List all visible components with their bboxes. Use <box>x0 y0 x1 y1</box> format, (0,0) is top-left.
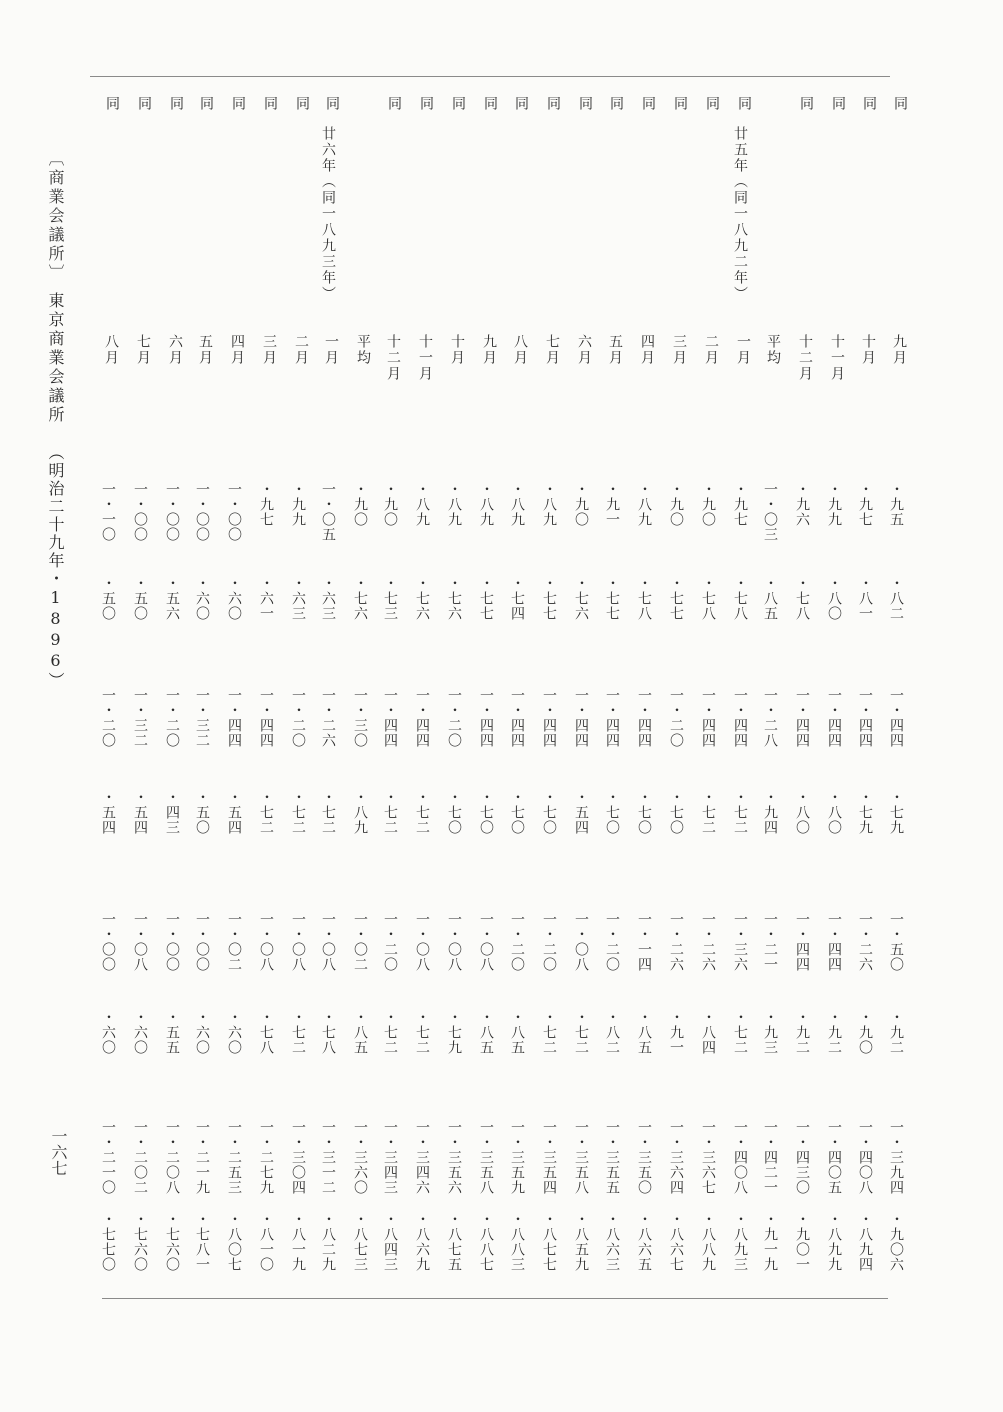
table-cell: 一・二八 <box>762 688 778 748</box>
era-label: 同 <box>545 96 561 110</box>
era-label: 同 <box>450 96 466 110</box>
era-label: 同 <box>892 96 908 110</box>
table-cell: 一・二六 <box>320 688 336 748</box>
table-column <box>505 0 531 1412</box>
month-label: 平均 <box>765 334 781 366</box>
table-cell: ・七四 <box>509 576 525 621</box>
table-cell: 一・〇八 <box>290 912 306 972</box>
era-label: 同 <box>230 96 246 110</box>
table-cell: ・五四 <box>100 790 116 835</box>
table-cell: 一・四四 <box>414 688 430 748</box>
month-label: 十二月 <box>797 334 813 382</box>
table-cell: ・八九 <box>352 790 368 835</box>
table-cell: ・七〇 <box>541 790 557 835</box>
month-label: 九月 <box>481 334 497 366</box>
table-cell: 一・二〇 <box>509 912 525 972</box>
table-cell: 一・三四三 <box>382 1120 398 1195</box>
table-cell: ・九一九 <box>762 1212 778 1272</box>
table-cell: ・五四 <box>573 790 589 835</box>
table-cell: 一・〇二 <box>226 912 242 972</box>
table-cell: ・八五 <box>636 1010 652 1055</box>
era-label: 同 <box>418 96 434 110</box>
table-cell: ・八一 <box>857 576 873 621</box>
table-cell: ・八五 <box>352 1010 368 1055</box>
table-cell: 一・二六 <box>857 912 873 972</box>
table-cell: ・九七 <box>732 482 748 527</box>
era-label: 同 <box>672 96 688 110</box>
table-cell: 一・〇八 <box>573 912 589 972</box>
table-cell: 一・三〇四 <box>290 1120 306 1195</box>
table-column <box>853 0 879 1412</box>
month-label: 二月 <box>703 334 719 366</box>
month-label: 六月 <box>167 334 183 366</box>
header-category: 〔商業会議所〕 <box>46 150 65 283</box>
month-label: 三月 <box>261 334 277 366</box>
table-cell: 一・一四 <box>636 912 652 972</box>
table-cell: ・七〇 <box>446 790 462 835</box>
table-column <box>410 0 436 1412</box>
table-cell: ・六三 <box>290 576 306 621</box>
era-label: 同 <box>704 96 720 110</box>
table-cell: ・七八 <box>732 576 748 621</box>
table-cell: 一・〇八 <box>414 912 430 972</box>
table-cell: 一・三六〇 <box>352 1120 368 1195</box>
table-cell: ・七二 <box>573 1010 589 1055</box>
table-cell: ・八七三 <box>352 1212 368 1272</box>
table-cell: 一・三九四 <box>888 1120 904 1195</box>
era-label: 同 <box>262 96 278 110</box>
table-cell: 一・二六 <box>668 912 684 972</box>
table-cell: 一・〇〇 <box>194 912 210 972</box>
table-cell: ・八二九 <box>320 1212 336 1272</box>
table-cell: ・九一 <box>604 482 620 527</box>
table-cell: ・七八 <box>320 1010 336 1055</box>
table-cell: 一・〇三 <box>762 482 778 542</box>
era-label: 同 <box>798 96 814 110</box>
table-cell: ・九七 <box>258 482 274 527</box>
month-label: 五月 <box>197 334 213 366</box>
table-cell: 一・三五九 <box>509 1120 525 1195</box>
table-cell: ・八七五 <box>446 1212 462 1272</box>
table-column <box>758 0 784 1412</box>
table-cell: ・八九九 <box>826 1212 842 1272</box>
table-cell: ・七八一 <box>194 1212 210 1272</box>
table-cell: ・八一九 <box>290 1212 306 1272</box>
table-cell: 一・四四 <box>226 688 242 748</box>
table-cell: ・八九 <box>414 482 430 527</box>
table-cell: 一・三五六 <box>446 1120 462 1195</box>
table-cell: 一・四四 <box>636 688 652 748</box>
table-column <box>600 0 626 1412</box>
table-cell: 一・〇八 <box>258 912 274 972</box>
table-column <box>790 0 816 1412</box>
table-cell: 一・三五八 <box>573 1120 589 1195</box>
era-label: 同 <box>482 96 498 110</box>
table-cell: 一・四二一 <box>762 1120 778 1195</box>
table-cell: 一・二七九 <box>258 1120 274 1195</box>
table-cell: 一・三四六 <box>414 1120 430 1195</box>
table-cell: ・七七〇 <box>100 1212 116 1272</box>
table-column <box>348 0 374 1412</box>
era-label: 同 <box>513 96 529 110</box>
table-cell: ・五六 <box>164 576 180 621</box>
table-cell: ・九二 <box>888 1010 904 1055</box>
era-label: 同 <box>736 96 752 110</box>
table-cell: ・八六九 <box>414 1212 430 1272</box>
table-cell: 一・三五四 <box>541 1120 557 1195</box>
table-cell: 一・四四 <box>826 912 842 972</box>
table-cell: 一・四四 <box>700 688 716 748</box>
table-cell: ・七九 <box>888 790 904 835</box>
header-title: 東京商業会議所 <box>46 292 65 425</box>
table-cell: 一・〇〇 <box>164 482 180 542</box>
table-cell: ・七二 <box>732 790 748 835</box>
table-cell: ・九〇 <box>857 1010 873 1055</box>
table-cell: ・八九 <box>509 482 525 527</box>
year-label: 廿五年（同一八九二年） <box>732 126 748 302</box>
table-cell: ・五〇 <box>194 790 210 835</box>
table-column <box>128 0 154 1412</box>
month-label: 十月 <box>449 334 465 366</box>
table-cell: ・九二 <box>826 1010 842 1055</box>
table-cell: ・七七 <box>478 576 494 621</box>
document-header <box>44 150 67 283</box>
table-cell: 一・四四 <box>888 688 904 748</box>
table-cell: ・五〇 <box>132 576 148 621</box>
table-cell: ・八〇七 <box>226 1212 242 1272</box>
table-cell: 一・三五〇 <box>636 1120 652 1195</box>
table-cell: 一・四〇八 <box>857 1120 873 1195</box>
month-label: 十一月 <box>417 334 433 382</box>
table-cell: ・五〇 <box>100 576 116 621</box>
table-cell: ・八九四 <box>857 1212 873 1272</box>
table-cell: ・九九 <box>826 482 842 527</box>
table-cell: 一・二〇 <box>100 688 116 748</box>
table-cell: ・七六 <box>352 576 368 621</box>
table-cell: 一・四四 <box>732 688 748 748</box>
table-column <box>569 0 595 1412</box>
table-column <box>286 0 312 1412</box>
table-cell: ・七八 <box>258 1010 274 1055</box>
table-cell: ・七三 <box>382 576 398 621</box>
table-cell: ・七二 <box>320 790 336 835</box>
table-cell: 一・二〇八 <box>164 1120 180 1195</box>
table-cell: ・七九 <box>446 1010 462 1055</box>
table-cell: 一・二一〇 <box>100 1120 116 1195</box>
table-column <box>254 0 280 1412</box>
table-cell: 一・二〇 <box>604 912 620 972</box>
table-column <box>696 0 722 1412</box>
table-cell: ・八〇 <box>826 790 842 835</box>
month-label: 二月 <box>293 334 309 366</box>
table-column <box>728 0 754 1412</box>
table-column <box>632 0 658 1412</box>
table-cell: 一・〇八 <box>132 912 148 972</box>
month-label: 八月 <box>512 334 528 366</box>
table-cell: ・九〇 <box>382 482 398 527</box>
table-cell: ・九二 <box>794 1010 810 1055</box>
table-cell: 一・〇二 <box>352 912 368 972</box>
table-cell: ・七二 <box>290 790 306 835</box>
table-cell: ・八〇 <box>826 576 842 621</box>
table-cell: 一・四〇八 <box>732 1120 748 1195</box>
table-cell: 一・四四 <box>794 688 810 748</box>
era-label: 同 <box>640 96 656 110</box>
table-cell: ・八四三 <box>382 1212 398 1272</box>
table-cell: ・九九 <box>290 482 306 527</box>
table-cell: ・七二 <box>290 1010 306 1055</box>
table-cell: ・八二 <box>888 576 904 621</box>
table-cell: ・六三 <box>320 576 336 621</box>
table-cell: ・八九 <box>478 482 494 527</box>
table-cell: ・七六 <box>573 576 589 621</box>
table-cell: ・七二 <box>382 790 398 835</box>
table-cell: 一・〇〇 <box>164 912 180 972</box>
table-cell: 一・二六 <box>700 912 716 972</box>
table-cell: ・九〇六 <box>888 1212 904 1272</box>
table-cell: 一・四四 <box>258 688 274 748</box>
table-cell: ・八五 <box>478 1010 494 1055</box>
table-cell: ・七二 <box>414 790 430 835</box>
table-cell: ・六〇 <box>194 576 210 621</box>
table-cell: 一・〇〇 <box>100 912 116 972</box>
table-cell: ・八九 <box>541 482 557 527</box>
table-cell: ・八二 <box>604 1010 620 1055</box>
header-source: （明治二十九年・1896） <box>46 444 65 690</box>
table-cell: ・九〇 <box>573 482 589 527</box>
table-cell: ・七二 <box>541 1010 557 1055</box>
era-label: 同 <box>198 96 214 110</box>
table-cell: 一・四四 <box>794 912 810 972</box>
month-label: 五月 <box>607 334 623 366</box>
month-label: 一月 <box>735 334 751 366</box>
table-cell: 一・〇〇 <box>132 482 148 542</box>
era-label: 同 <box>608 96 624 110</box>
month-label: 十二月 <box>385 334 401 382</box>
table-cell: ・七〇 <box>478 790 494 835</box>
table-cell: ・八九 <box>636 482 652 527</box>
table-cell: 一・三二 <box>132 688 148 748</box>
table-cell: ・八六七 <box>668 1212 684 1272</box>
table-cell: ・八五 <box>509 1010 525 1055</box>
month-label: 十一月 <box>829 334 845 382</box>
table-cell: ・七〇 <box>668 790 684 835</box>
table-cell: 一・三二 <box>194 688 210 748</box>
table-cell: ・九五 <box>888 482 904 527</box>
table-cell: 一・二〇 <box>446 688 462 748</box>
era-label: 同 <box>324 96 340 110</box>
era-label: 同 <box>861 96 877 110</box>
table-cell: ・七二 <box>700 790 716 835</box>
table-cell: ・七〇 <box>636 790 652 835</box>
table-cell: 一・四三〇 <box>794 1120 810 1195</box>
year-label: 廿六年（同一八九三年） <box>320 126 336 302</box>
table-cell: 一・四四 <box>826 688 842 748</box>
era-label: 同 <box>577 96 593 110</box>
table-column <box>160 0 186 1412</box>
table-cell: ・六〇 <box>100 1010 116 1055</box>
era-label: 同 <box>136 96 152 110</box>
era-label: 同 <box>168 96 184 110</box>
table-cell: ・九一 <box>668 1010 684 1055</box>
table-column <box>537 0 563 1412</box>
table-cell: ・七九 <box>857 790 873 835</box>
table-cell: 一・二五三 <box>226 1120 242 1195</box>
month-label: 六月 <box>576 334 592 366</box>
table-cell: 一・〇八 <box>478 912 494 972</box>
table-cell: 一・四四 <box>478 688 494 748</box>
table-cell: ・八九 <box>446 482 462 527</box>
table-column <box>442 0 468 1412</box>
table-column <box>316 0 342 1412</box>
table-cell: 一・〇〇 <box>226 482 242 542</box>
table-cell: 一・〇〇 <box>194 482 210 542</box>
table-cell: 一・二一九 <box>194 1120 210 1195</box>
table-cell: 一・三六四 <box>668 1120 684 1195</box>
table-cell: 一・四〇五 <box>826 1120 842 1195</box>
table-cell: ・七二 <box>732 1010 748 1055</box>
table-cell: ・七六 <box>446 576 462 621</box>
table-cell: 一・二〇 <box>668 688 684 748</box>
table-cell: 一・五〇 <box>888 912 904 972</box>
page-number: 一六七 <box>49 1128 68 1176</box>
table-cell: 一・一〇 <box>100 482 116 542</box>
table-cell: ・九三 <box>762 1010 778 1055</box>
table-cell: ・五四 <box>226 790 242 835</box>
month-label: 七月 <box>135 334 151 366</box>
table-column <box>822 0 848 1412</box>
table-cell: ・七七 <box>668 576 684 621</box>
table-cell: ・七八 <box>636 576 652 621</box>
table-cell: 一・四四 <box>604 688 620 748</box>
table-column <box>96 0 122 1412</box>
era-label: 同 <box>386 96 402 110</box>
table-cell: ・四三 <box>164 790 180 835</box>
table-cell: ・八八三 <box>509 1212 525 1272</box>
table-cell: ・七八 <box>700 576 716 621</box>
table-cell: ・七〇 <box>604 790 620 835</box>
table-cell: ・七七 <box>604 576 620 621</box>
table-cell: 一・三五八 <box>478 1120 494 1195</box>
table-cell: ・八六五 <box>636 1212 652 1272</box>
table-cell: ・九六 <box>794 482 810 527</box>
table-cell: ・八五九 <box>573 1212 589 1272</box>
table-cell: 一・二〇 <box>382 912 398 972</box>
table-cell: ・七七 <box>541 576 557 621</box>
month-label: 平均 <box>355 334 371 366</box>
table-cell: ・八四 <box>700 1010 716 1055</box>
table-cell: 一・三五五 <box>604 1120 620 1195</box>
table-cell: ・九〇 <box>668 482 684 527</box>
table-cell: 一・四四 <box>541 688 557 748</box>
table-cell: ・六一 <box>258 576 274 621</box>
table-cell: 一・四四 <box>509 688 525 748</box>
table-cell: 一・三六 <box>732 912 748 972</box>
table-cell: ・七〇 <box>509 790 525 835</box>
table-column <box>884 0 910 1412</box>
table-cell: ・七六〇 <box>132 1212 148 1272</box>
table-cell: 一・三一二 <box>320 1120 336 1195</box>
era-label: 同 <box>294 96 310 110</box>
table-column <box>190 0 216 1412</box>
table-cell: 一・二〇 <box>290 688 306 748</box>
table-cell: ・六〇 <box>194 1010 210 1055</box>
table-cell: ・七六 <box>414 576 430 621</box>
table-column <box>222 0 248 1412</box>
table-cell: 一・四四 <box>573 688 589 748</box>
table-cell: ・八一〇 <box>258 1212 274 1272</box>
table-cell: ・八六三 <box>604 1212 620 1272</box>
table-cell: ・八七七 <box>541 1212 557 1272</box>
month-label: 八月 <box>103 334 119 366</box>
table-column <box>378 0 404 1412</box>
table-cell: 一・〇五 <box>320 482 336 542</box>
table-cell: ・八八九 <box>700 1212 716 1272</box>
table-cell: ・七八 <box>794 576 810 621</box>
table-cell: ・五五 <box>164 1010 180 1055</box>
table-cell: ・八〇 <box>794 790 810 835</box>
table-cell: ・七六〇 <box>164 1212 180 1272</box>
table-cell: ・六〇 <box>226 1010 242 1055</box>
table-cell: 一・二〇二 <box>132 1120 148 1195</box>
table-cell: ・六〇 <box>226 576 242 621</box>
table-cell: ・七二 <box>382 1010 398 1055</box>
table-cell: ・九〇一 <box>794 1212 810 1272</box>
month-label: 四月 <box>229 334 245 366</box>
table-cell: 一・二〇 <box>541 912 557 972</box>
table-cell: 一・四四 <box>382 688 398 748</box>
table-cell: ・九〇 <box>352 482 368 527</box>
table-cell: ・八九三 <box>732 1212 748 1272</box>
month-label: 四月 <box>639 334 655 366</box>
table-cell: ・九七 <box>857 482 873 527</box>
table-cell: 一・三〇 <box>352 688 368 748</box>
table-cell: 一・〇八 <box>446 912 462 972</box>
month-label: 一月 <box>323 334 339 366</box>
table-cell: ・八八七 <box>478 1212 494 1272</box>
table-cell: 一・〇八 <box>320 912 336 972</box>
table-cell: 一・四四 <box>857 688 873 748</box>
month-label: 十月 <box>860 334 876 366</box>
table-cell: ・七二 <box>258 790 274 835</box>
table-cell: ・七二 <box>414 1010 430 1055</box>
month-label: 七月 <box>544 334 560 366</box>
table-cell: 一・三六七 <box>700 1120 716 1195</box>
table-cell: ・九四 <box>762 790 778 835</box>
table-cell: ・九〇 <box>700 482 716 527</box>
era-label: 同 <box>830 96 846 110</box>
table-column <box>474 0 500 1412</box>
table-cell: ・五四 <box>132 790 148 835</box>
month-label: 九月 <box>891 334 907 366</box>
era-label: 同 <box>104 96 120 110</box>
table-cell: 一・二一 <box>762 912 778 972</box>
table-cell: 一・二〇 <box>164 688 180 748</box>
table-cell: ・六〇 <box>132 1010 148 1055</box>
table-column <box>664 0 690 1412</box>
month-label: 三月 <box>671 334 687 366</box>
table-cell: ・八五 <box>762 576 778 621</box>
